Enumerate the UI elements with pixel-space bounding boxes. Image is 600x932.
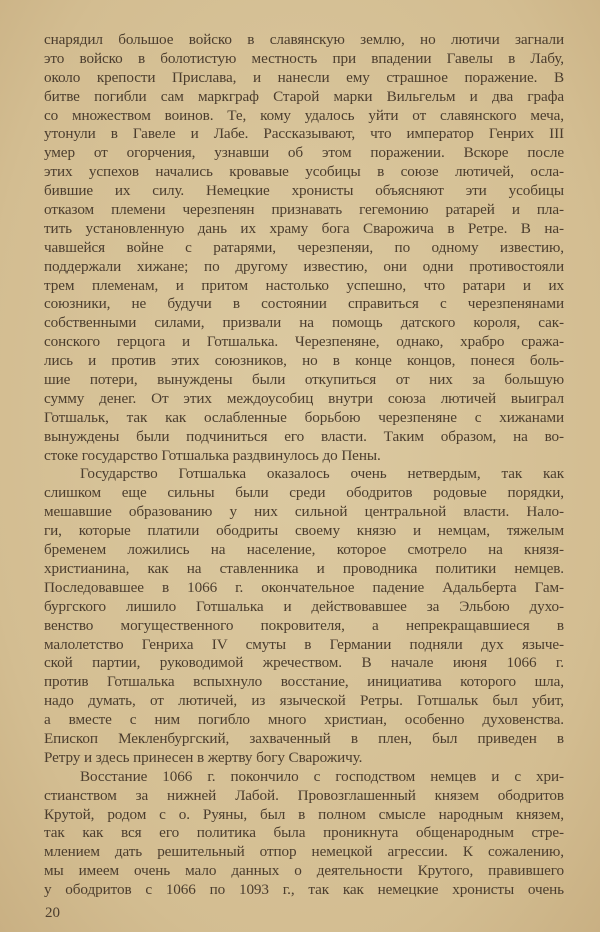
text-line: вынуждены были подчиниться его власти. Таким образом, на во- (44, 427, 564, 445)
text-line: ги, которые платили ободриты своему князю и немцам, тяжелым (44, 522, 564, 540)
text-line: это войско в болотистую местность при впадении Гавелы в Лабу, (44, 49, 564, 67)
text-line: со множеством воинов. Те, кому удалось уйти от славянского меча, (44, 106, 564, 124)
text-line: мы имеем очень мало данных о деятельности Крутого, правившего (44, 862, 564, 880)
text-line: млением дать решительный отпор немецкой агрессии. К сожалению, (44, 843, 564, 861)
text-line: ской партии, руководимой жречеством. В начале июня 1066 г. (44, 654, 564, 672)
text-line: слишком еще сильны были среди ободритов родовые порядки, (44, 484, 564, 502)
text-line: стоке государство Готшалька раздвинулось до Пены. (44, 446, 381, 464)
page-number: 20 (45, 905, 60, 921)
text-line: сумму денег. От этих междоусобиц внутри союза лютичей выиграл (44, 389, 564, 407)
text-line: этих успехов начались кровавые усобицы в союзе лютичей, осла- (44, 163, 564, 181)
text-line: собственными силами, призвали на помощь датского короля, сак- (44, 314, 564, 332)
text-line: шие потери, вынуждены были откупиться от них за большую (44, 371, 564, 389)
text-line: Восстание 1066 г. покончило с господством немцев и с хри- (80, 767, 564, 785)
text-line: а вместе с ним погибло много христиан, особенно духовенства. (44, 711, 564, 729)
body-text (44, 31, 564, 900)
text-line: стианством за нижней Лабой. Провозглашенный князем ободритов (44, 786, 564, 804)
text-line: надо думать, от лютичей, из языческой Ретры. Готшальк был убит, (44, 692, 564, 710)
text-line: Ретру и здесь принесен в жертву богу Сварожичу. (44, 748, 363, 766)
text-line: так как вся его политика была проникнута общенародным стре- (44, 824, 564, 842)
text-line: снарядил большое войско в славянскую землю, но лютичи загнали (44, 31, 564, 48)
text-line: христианина, как на ставленника и проводника политики немцев. (44, 559, 564, 577)
text-line: Готшальк, так как ослабленные борьбою черезпеняне с хижанами (44, 408, 564, 426)
text-line: чавшейся войне с ратарями, черезпеняи, по одному известию, (44, 238, 564, 256)
text-line: против Готшалька вспыхнуло восстание, инициатива которого шла, (44, 673, 564, 691)
text-line: бургского лишило Готшалька и действовавшее за Эльбою духо- (44, 597, 564, 615)
text-line: около крепости Прислава, и нанесли ему страшное поражение. В (44, 68, 564, 86)
text-line: Государство Готшалька оказалось очень нетвердым, так как (80, 465, 564, 483)
text-line: трем племенам, и притом настолько успешно, что ратари и их (44, 276, 564, 294)
text-line: утонули в Гавеле и Лабе. Рассказывают, что император Генрих III (44, 125, 564, 143)
text-line: поддержали хижане; по другому известию, они одни противостояли (44, 257, 564, 275)
text-line: тить установленную дань их храму бога Сварожича в Ретре. В на- (44, 219, 564, 237)
text-line: Последовавшее в 1066 г. окончательное падение Адальберта Гам- (44, 578, 564, 596)
text-line: сонского герцога и Готшалька. Черезпеняне, однако, храбро сража- (44, 333, 564, 351)
text-line: союзники, не будучи в состоянии справиться с черезпенянами (44, 295, 564, 313)
text-line: Крутой, родом с о. Руяны, был в полном смысле народным князем, (44, 805, 564, 823)
text-line: малолетство Генриха IV смуты в Германии подняли дух языче- (44, 635, 564, 653)
text-line: отказом племени черезпенян признавать гегемонию ратарей и пла- (44, 201, 564, 219)
text-line: битве погибли сам маркграф Старой марки Вильгельм и два графа (44, 87, 564, 105)
text-line: бременем ложились на население, которое смотрело на князя- (44, 541, 564, 559)
text-line: Епископ Мекленбургский, захваченный в плен, был приведен в (44, 729, 564, 747)
text-line: лись и против этих союзников, но в конце концов, понеся боль- (44, 352, 564, 370)
text-line: у ободритов с 1066 по 1093 г., так как немецкие хронисты очень (44, 881, 564, 899)
text-line: мешавшие образованию у них сильной центральной власти. Нало- (44, 503, 564, 521)
text-line: бившие их силу. Немецкие хронисты объясняют эти усобицы (44, 182, 564, 200)
text-line: венство могущественного покровителя, а непрекращавшиеся в (44, 616, 564, 634)
text-line: умер от огорчения, узнавши об этом поражении. Вскоре после (44, 144, 564, 162)
